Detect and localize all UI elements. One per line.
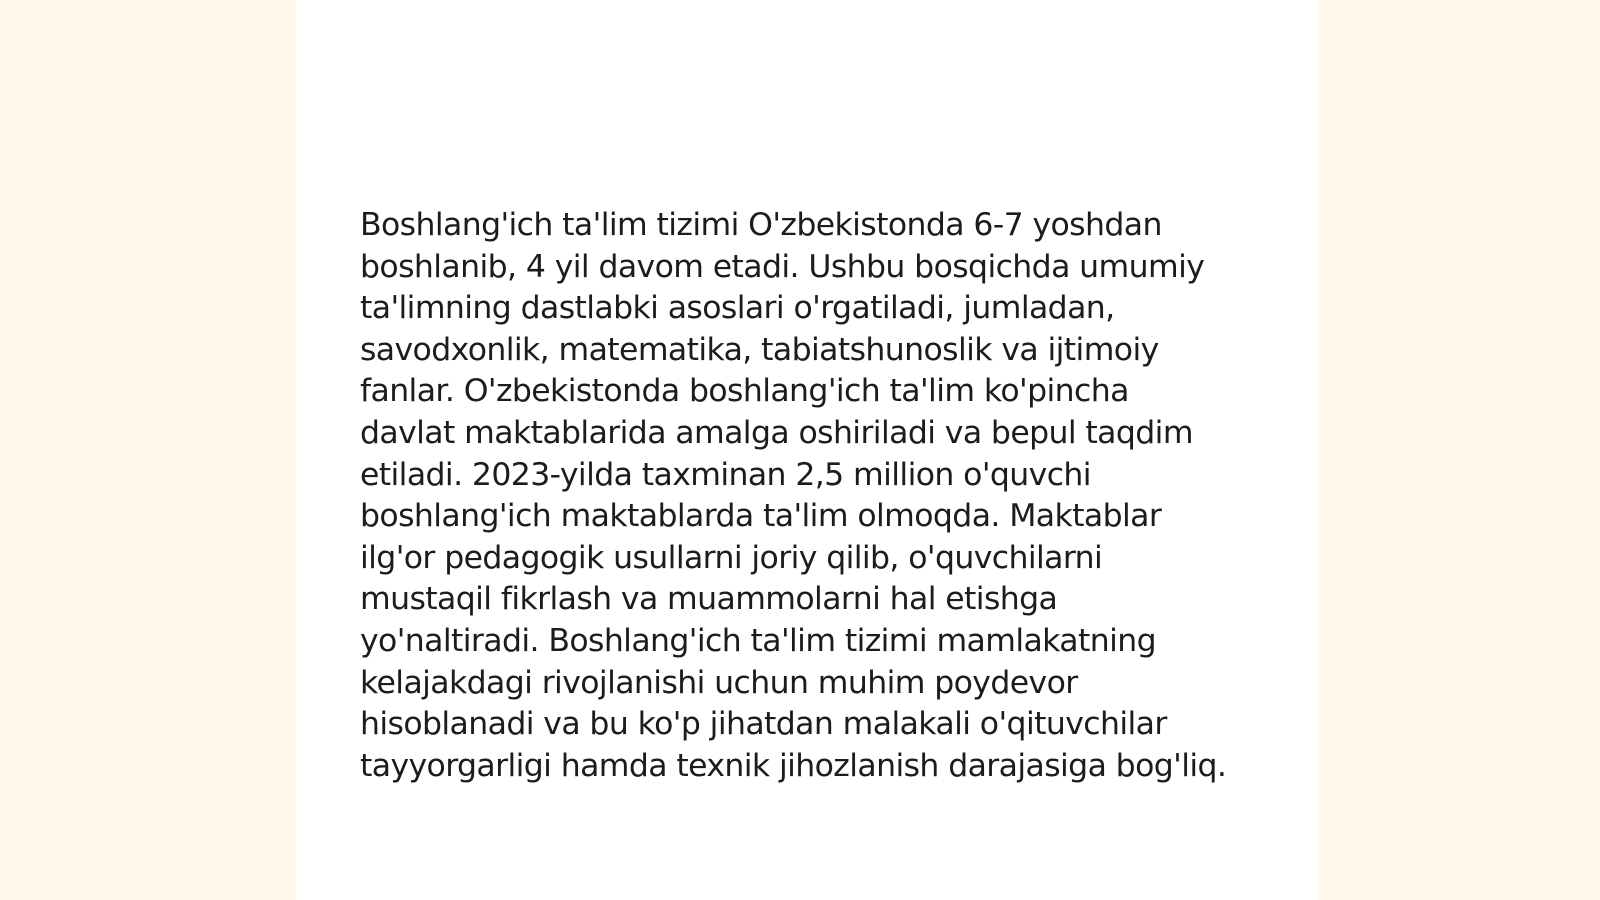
- document-page: [296, 0, 1318, 900]
- body-paragraph: Boshlang'ich ta'lim tizimi O'zbekistonda 6-7 yoshdan boshlanib, 4 yil davom etadi. Ushbu bosqichda umumiy ta'limning dastlabki asoslari o'rgatiladi, jumladan, savodxonlik, matematika, tabiatshunoslik va ijtimoiy fanlar. O'zbekistonda boshlang'ich ta'lim ko'pincha davlat maktablarida amalga oshiriladi va bepul taqdim etiladi. 2023-yilda taxminan 2,5 million o'quvchi boshlang'ich maktablarda ta'lim olmoqda. Maktablar ilg'or pedagogik usullarni joriy qilib, o'quvchilarni mustaqil fikrlash va muammolarni hal etishga yo'naltiradi. Boshlang'ich ta'lim tizimi mamlakatning kelajakdagi rivojlanishi uchun muhim poydevor hisoblanadi va bu ko'p jihatdan malakali o'qituvchilar tayyorgarligi hamda texnik jihozlanish darajasiga bog'liq.: [360, 207, 1227, 784]
